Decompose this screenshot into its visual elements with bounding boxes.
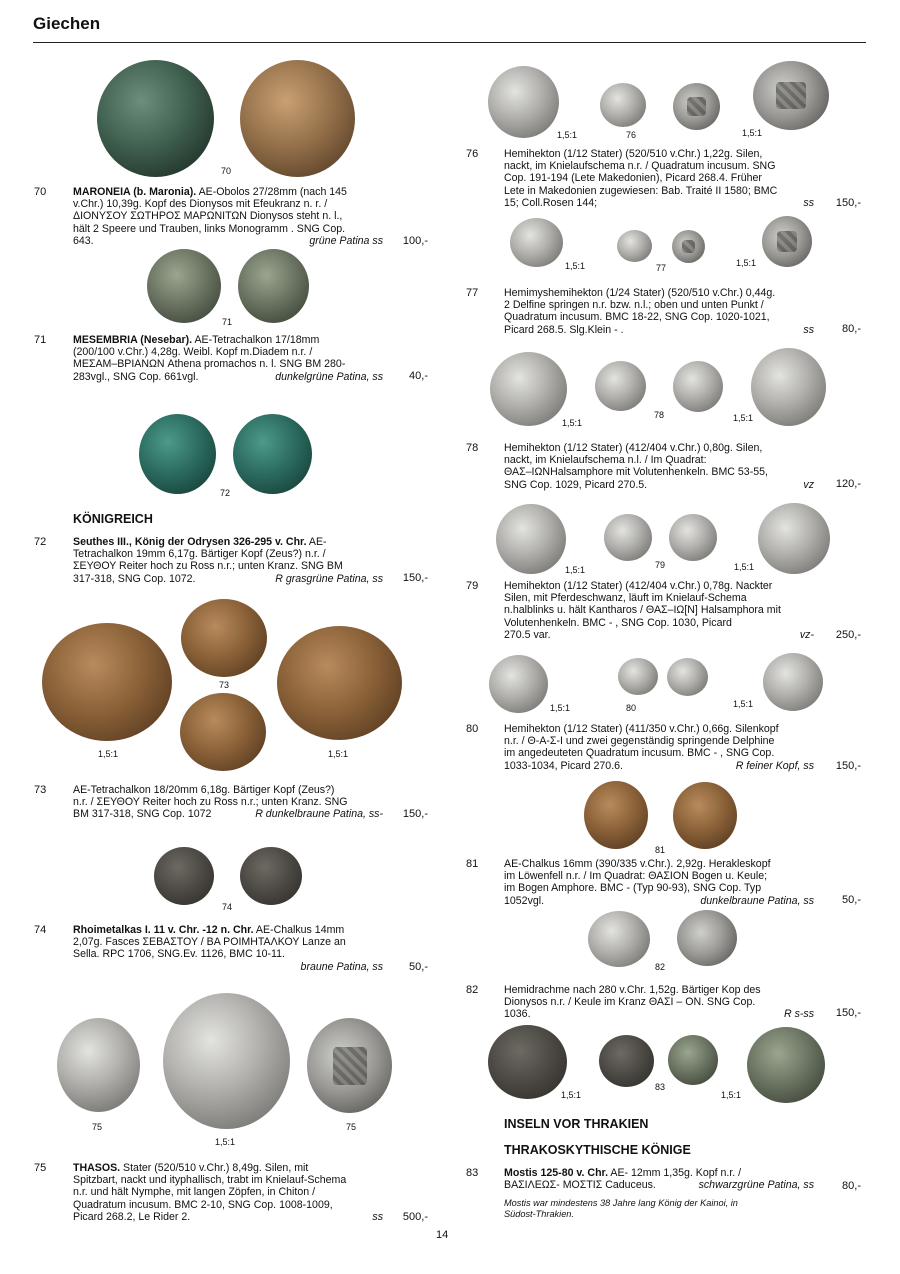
coin-79-obverse [604,514,652,561]
lot-71-price: 40,- [409,370,428,382]
lot-73-grade: R dunkelbraune Patina, ss- [255,808,383,821]
coin-75-reverse [307,1018,392,1113]
coin-71-obverse [147,249,221,323]
coin-80-reverse [667,658,708,696]
coin-label-72: 72 [220,488,231,498]
coin-79-reverse [669,514,717,561]
lot-81-grade: dunkelbraune Patina, ss [700,894,814,907]
page-number: 14 [436,1229,449,1241]
coin-77-reverse-large [762,216,812,267]
coin-83-reverse-large [747,1027,825,1103]
lot-79-price: 250,- [835,629,861,641]
coin-label-76: 76 [626,130,637,140]
lot-83-title: Mostis 125-80 v. Chr. [504,1167,609,1179]
coin-78-obverse-large [490,352,567,426]
coin-76-reverse [673,83,720,130]
section-inseln-vor-thrakien: INSELN VOR THRAKIEN [504,1117,649,1131]
lot-82-description: Hemidrachme nach 280 v.Chr. 1,52g. Bärtiger Kop des Dionysos n.r. / Keule im Kranz ΘΑΣΙ – ΟΝ. SNG Cop. 1036. R s-ss [504,984,814,1021]
lot-number-79: 79 [466,580,479,592]
scale-label-79b: 1,5:1 [734,562,755,572]
lot-74-grade: braune Patina, ss [300,960,383,973]
lot-76-description: Hemihekton (1/12 Stater) (520/510 v.Chr.) 1,22g. Silen, nackt, im Knielaufschema n.r. / Quadratum incusum. SNG Cop. 191-194 (Lete Makedonien), Picard 268.4. Früher Lete in Makedonien zugewiesen: Bab. Traité II 1580; BMC 15; Coll.Rosen 144; ss [504,148,814,209]
lot-number-83: 83 [466,1167,479,1179]
coin-70-obverse [97,60,214,177]
lot-72-title: Seuthes III., König der Odrysen 326-295 v. Chr. [73,536,307,548]
lot-75-description: THASOS. Stater (520/510 v.Chr.) 8,49g. Silen, mit Spitzbart, nackt und ityphallisch, trabt im Knielauf-Schema n.r. und hält Nymphe, mit langen Zöpfen, in Chiton / Quadratum incusum. BMC 2-10, SNG Cop. 1008-1009, Picard 268.2, Le Rider 2. ss [73,1162,383,1223]
coin-83-obverse-large [488,1025,567,1099]
lot-83-grade: schwarzgrüne Patina, ss [698,1179,814,1192]
lot-75-price: 500,- [402,1211,428,1223]
header-rule [33,42,866,43]
scale-label-83a: 1,5:1 [561,1090,582,1100]
coin-82-obverse [588,911,650,967]
lot-number-74: 74 [34,924,47,936]
scale-label-79a: 1,5:1 [565,565,586,575]
scale-label-73a: 1,5:1 [98,749,119,759]
lot-number-70: 70 [34,186,47,198]
lot-70-description: MARONEIA (b. Maronia). AE-Obolos 27/28mm (nach 145 v.Chr.) 10,39g. Kopf des Dionysos mit Efeukranz n. r. / ΔΙΟΝΥΣΟΥ ΣΩΤΗΡΟΣ ΜΑΡΩΝΙΤΩΝ Dionysos steht n. l., hält 2 Speere und Trauben, links Monogramm . SNG Cop. 643. grüne Patina ss [73,186,383,247]
scale-label-80b: 1,5:1 [733,699,754,709]
coin-label-82: 82 [655,962,666,972]
lot-83-note: Mostis war mindestens 38 Jahre lang König der Kainoi, in Südost-Thrakien. [504,1198,738,1219]
coin-80-obverse-large [489,655,548,713]
lot-77-description: Hemimyshemihekton (1/24 Stater) (520/510 v.Chr.) 0,44g. 2 Delfine springen n.r. bzw. n.l.; oben und unten Punkt / Quadratum incusum. BMC 18-22, SNG Cop. 1020-1021, Picard 268.5. Slg.Klein - . ss [504,287,814,336]
lot-75-grade: ss [372,1210,383,1223]
coin-81-obverse [584,781,648,849]
lot-72-grade: R grasgrüne Patina, ss [275,572,383,585]
lot-number-75: 75 [34,1162,47,1174]
coin-label-81: 81 [655,845,666,855]
lot-80-grade: R feiner Kopf, ss [735,759,814,772]
coin-label-75b: 75 [346,1122,357,1132]
lot-number-76: 76 [466,148,479,160]
lot-80-price: 150,- [835,760,861,772]
coin-78-reverse [673,361,723,412]
lot-76-price: 150,- [835,197,861,209]
coin-78-reverse-large [751,348,826,426]
coin-74-reverse [240,847,302,905]
coin-72-reverse [233,414,312,494]
coin-label-75a: 75 [92,1122,103,1132]
scale-label-83b: 1,5:1 [721,1090,742,1100]
coin-72-obverse [139,414,216,494]
scale-label-78a: 1,5:1 [562,418,583,428]
section-koenigreich: KÖNIGREICH [73,512,153,526]
coin-71-reverse [238,249,309,323]
lot-71-title: MESEMBRIA (Nesebar). [73,334,193,346]
scale-label-77b: 1,5:1 [736,258,757,268]
lot-80-description: Hemihekton (1/12 Stater) (411/350 v.Chr.) 0,66g. Silenkopf n.r. / Θ-Α-Σ-Ι und zwei gegenständig springende Delphine im angedeuteten Quadratum incusum. BMC - , SNG Cop. 1033-1034, Picard 270.6. R feiner Kopf, ss [504,723,814,772]
coin-label-70: 70 [221,166,232,176]
coin-78-obverse [595,361,646,411]
coin-77-obverse-large [510,218,563,267]
lot-78-description: Hemihekton (1/12 Stater) (412/404 v.Chr.) 0,80g. Silen, nackt, im Knielaufschema n.l. / Im Quadrat: ΘΑΣ–ΙΩΝHalsamphore mit Volutenhenkeln. BMC 53-55, SNG Cop. 1029, Picard 270.5. vz [504,442,814,491]
coin-79-reverse-large [758,503,830,574]
lot-71-grade: dunkelgrüne Patina, ss [275,370,383,383]
lot-73-description: AE-Tetrachalkon 18/20mm 6,18g. Bärtiger Kopf (Zeus?) n.r. / ΣΕΥΘΟΥ Reiter hoch zu Ross n.r.; unten Kranz. SNG BM 317-318, SNG Cop. 1072 R dunkelbraune Patina, ss- [73,784,383,821]
lot-77-grade: ss [803,323,814,336]
coin-label-74: 74 [222,902,233,912]
coin-73-obverse [181,599,267,677]
lot-number-82: 82 [466,984,479,996]
lot-79-description: Hemihekton (1/12 Stater) (412/404 v.Chr.) 0,78g. Nackter Silen, mit Pferdeschwanz, läuft im Knielauf-Schema n.halblinks u. hält Kantharos / ΘΑΣ–ΙΩ[N] Halsamphora mit Volutenhenkeln. BMC - , SNG Cop. 1030, Picard 270.5 var. vz- [504,580,814,641]
lot-81-description: AE-Chalkus 16mm (390/335 v.Chr.). 2,92g. Herakleskopf im Löwenfell n.r. / Im Quadrat: ΘΑΣΙΟΝ Bogen u. Keule; im Bogen Amphore. BMC - (Typ 90-93), SNG Cop. Typ 1052vgl. dunkelbraune Patina, ss [504,858,814,907]
scale-label-80a: 1,5:1 [550,703,571,713]
lot-number-78: 78 [466,442,479,454]
coin-label-77: 77 [656,263,667,273]
coin-label-78: 78 [654,410,665,420]
coin-76-obverse [600,83,646,127]
coin-label-71: 71 [222,317,233,327]
lot-70-price: 100,- [402,235,428,247]
lot-number-71: 71 [34,334,47,346]
coin-label-73: 73 [219,680,230,690]
lot-73-price: 150,- [402,808,428,820]
lot-74-title: Rhoimetalkas I. 11 v. Chr. -12 n. Chr. [73,924,254,936]
coin-73-reverse [180,693,266,771]
coin-79-obverse-large [496,504,566,574]
lot-number-80: 80 [466,723,479,735]
coin-label-79: 79 [655,560,666,570]
coin-70-reverse [240,60,355,177]
lot-82-price: 150,- [835,1007,861,1019]
lot-82-grade: R s-ss [783,1008,814,1021]
coin-83-obverse [599,1035,654,1087]
lot-75-title: THASOS. [73,1162,121,1174]
scale-label-76a: 1,5:1 [557,130,578,140]
coin-73-obverse-large [42,623,172,741]
lot-number-73: 73 [34,784,47,796]
lot-number-72: 72 [34,536,47,548]
section-thrakoskythische-koenige: THRAKOSKYTHISCHE KÖNIGE [504,1143,691,1157]
scale-label-76b: 1,5:1 [742,128,763,138]
coin-74-obverse [154,847,214,905]
lot-72-price: 150,- [402,572,428,584]
lot-70-grade: grüne Patina ss [309,234,383,247]
coin-75-obverse-large [163,993,290,1129]
lot-71-description: MESEMBRIA (Nesebar). AE-Tetrachalkon 17/18mm (200/100 v.Chr.) 4,28g. Weibl. Kopf m.Diadem n.r. / ΜΕΣΑΜ–ΒΡΙΑΝΩΝ Athena promachos n. l. SNG BM 280- 283vgl., SNG Cop. 661vgl. dunkelgrüne Patina, ss [73,334,383,383]
coin-80-reverse-large [763,653,823,711]
coin-73-reverse-large [277,626,402,740]
scale-label-78b: 1,5:1 [733,413,754,423]
coin-81-reverse [673,782,737,849]
lot-number-77: 77 [466,287,479,299]
page-header-title: Giechen [33,14,101,33]
lot-79-grade: vz- [799,628,814,641]
coin-76-obverse-large [488,66,559,138]
scale-label-73b: 1,5:1 [328,749,349,759]
lot-78-price: 120,- [835,478,861,490]
coin-76-reverse-large [753,61,829,130]
lot-77-price: 80,- [842,323,861,335]
coin-80-obverse [618,658,658,695]
coin-label-80: 80 [626,703,637,713]
lot-83-description: Mostis 125-80 v. Chr. AE- 12mm 1,35g. Kopf n.r. / ΒΑΣΙΛΕΩΣ- ΜΟΣΤΙΣ Caduceus. schwarzgrüne Patina, ss [504,1167,814,1192]
lot-76-grade: ss [803,196,814,209]
lot-72-description: Seuthes III., König der Odrysen 326-295 v. Chr. AE- Tetrachalkon 19mm 6,17g. Bärtiger Kopf (Zeus?) n.r. / ΣΕΥΘΟΥ Reiter hoch zu Ross n.r.; unten Kranz. SNG BM 317-318, SNG Cop. 1072. R grasgrüne Patina, ss [73,536,383,585]
coin-label-83: 83 [655,1082,666,1092]
coin-82-reverse [677,910,737,966]
scale-label-77a: 1,5:1 [565,261,586,271]
lot-70-title: MARONEIA (b. Maronia). [73,186,197,198]
lot-74-description: Rhoimetalkas I. 11 v. Chr. -12 n. Chr. AE-Chalkus 14mm 2,07g. Fasces ΣΕΒΑΣΤΟΥ / ΒΑ ΡΟΙΜΗΤΑΛΚΟΥ Lanze an Sella. RPC 1706, SNG.Ev. 1126, BMC 10-11. braune Patina, ss [73,924,383,973]
lot-81-price: 50,- [842,894,861,906]
scale-label-75: 1,5:1 [215,1137,236,1147]
coin-75-obverse [57,1018,140,1112]
lot-74-price: 50,- [409,961,428,973]
lot-number-81: 81 [466,858,479,870]
lot-78-grade: vz [803,478,814,491]
lot-83-price: 80,- [842,1180,861,1192]
coin-83-reverse [668,1035,718,1085]
coin-77-obverse [617,230,652,262]
coin-77-reverse [672,230,705,263]
